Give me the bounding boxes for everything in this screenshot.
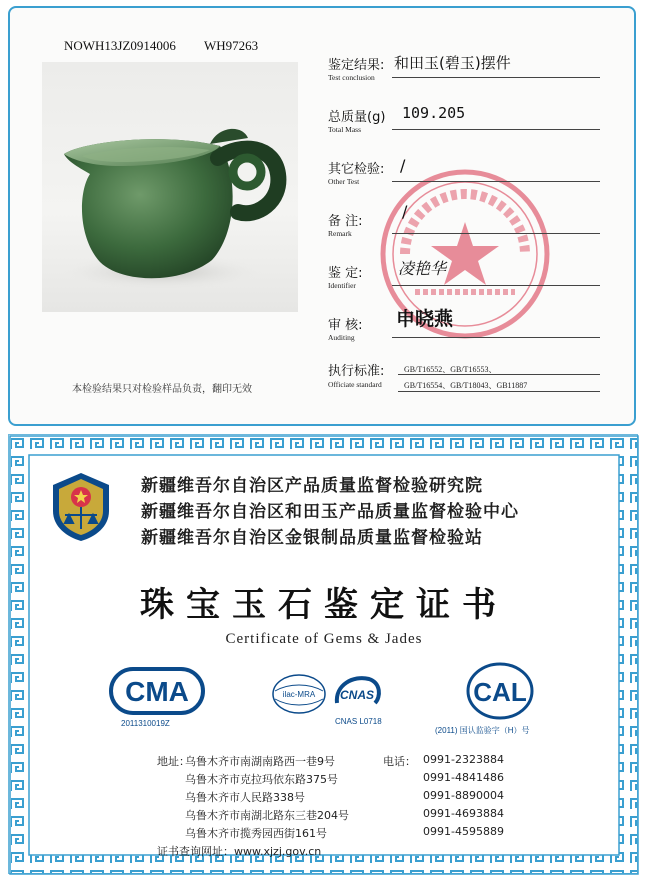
underline <box>398 391 600 392</box>
cma-code: 2011310019Z <box>121 719 170 728</box>
phone-label: 电话： <box>383 755 416 768</box>
phone-5: 0991-4595889 <box>423 825 504 838</box>
cnas-code: CNAS L0718 <box>335 717 382 726</box>
phone-3: 0991-8890004 <box>423 789 504 802</box>
underline <box>392 181 600 182</box>
remark-label: 备 注: <box>328 214 363 229</box>
jade-pitcher-image <box>42 62 298 312</box>
test-conclusion-label: 鉴定结果: <box>328 58 385 73</box>
total-mass-label: 总质量(g) <box>328 110 386 125</box>
field-total-mass <box>328 106 600 136</box>
address-1: 乌鲁木齐市南湖南路西一巷9号 <box>185 755 335 768</box>
ilac-text: ilac-MRA <box>282 690 316 699</box>
field-test-conclusion <box>328 54 600 84</box>
auditing-label: 审 核: <box>328 318 363 333</box>
standard-en: Officiate standard <box>328 380 382 389</box>
report-ids <box>64 38 258 54</box>
certificate-cover <box>8 434 638 874</box>
field-remark <box>328 202 600 240</box>
underline <box>398 374 600 375</box>
inspection-emblem-icon <box>49 471 113 543</box>
standard-label: 执行标准: <box>328 364 385 379</box>
cal-text: CAL <box>473 677 527 707</box>
cnas-text: CNAS <box>339 688 375 702</box>
certificate-title: 珠宝玉石鉴定证书 <box>140 585 508 625</box>
disclaimer-text: 本检验结果只对检验样品负责，翻印无效 <box>72 384 252 395</box>
underline <box>392 285 600 286</box>
cnas-logo-icon <box>331 671 383 713</box>
cal-logo-icon <box>465 661 535 721</box>
underline <box>392 129 600 130</box>
address-2: 乌鲁木齐市克拉玛依东路375号 <box>185 773 338 786</box>
auditing-en: Auditing <box>328 333 355 342</box>
identifier-signature: 凌艳华 <box>398 259 447 278</box>
standard-line-2: GB/T16554、GB/T18043、GB11887 <box>404 381 528 390</box>
phone-1: 0991-2323884 <box>423 753 504 766</box>
ilac-mra-logo-icon <box>271 673 327 715</box>
report-number: NOWH13JZ0914006 <box>64 38 176 53</box>
phone-4: 0991-4693884 <box>423 807 504 820</box>
underline <box>392 233 600 234</box>
underline <box>392 337 600 338</box>
total-mass-en: Total Mass <box>328 125 362 134</box>
report-card <box>8 6 636 426</box>
field-identifier <box>328 259 600 292</box>
other-test-label: 其它检验: <box>328 162 385 177</box>
cma-logo-icon <box>109 667 205 715</box>
identifier-en: Identifier <box>328 281 356 290</box>
field-standard <box>328 360 600 396</box>
test-conclusion-value: 和田玉(碧玉)摆件 <box>394 54 511 72</box>
test-conclusion-en: Test conclusion <box>328 73 375 82</box>
remark-en: Remark <box>328 229 352 238</box>
org-name-1: 新疆维吾尔自治区产品质量监督检验研究院 <box>141 476 483 496</box>
org-name-3: 新疆维吾尔自治区金银制品质量监督检验站 <box>141 528 483 548</box>
address-4: 乌鲁木齐市南湖北路东三巷204号 <box>185 809 349 822</box>
phone-2: 0991-4841486 <box>423 771 504 784</box>
cal-code: (2011) 国认监验字（H）号 <box>435 726 530 735</box>
field-auditing <box>328 308 600 344</box>
remark-value: / <box>402 202 408 221</box>
standard-line-1: GB/T16552、GB/T16553、 <box>404 365 497 374</box>
jade-sample-photo <box>42 62 298 312</box>
address-5: 乌鲁木齐市揽秀园西街161号 <box>185 827 327 840</box>
other-test-en: Other Test <box>328 177 360 186</box>
cma-text: CMA <box>125 676 189 707</box>
field-other-test <box>328 158 600 188</box>
underline <box>392 77 600 78</box>
auditing-signature: 申晓燕 <box>396 308 454 330</box>
identifier-label: 鉴 定: <box>328 266 363 281</box>
query-website[interactable]: 证书查询网址：www.xjzj.gov.cn <box>157 845 322 858</box>
other-test-value: / <box>400 156 406 175</box>
org-name-2: 新疆维吾尔自治区和田玉产品质量监督检验中心 <box>141 502 519 522</box>
total-mass-value: 109.205 <box>402 104 466 122</box>
report-code: WH97263 <box>203 38 259 53</box>
certificate-title-en: Certificate of Gems & Jades <box>225 631 423 647</box>
address-label: 地址： <box>157 755 190 768</box>
address-3: 乌鲁木齐市人民路338号 <box>185 791 305 804</box>
